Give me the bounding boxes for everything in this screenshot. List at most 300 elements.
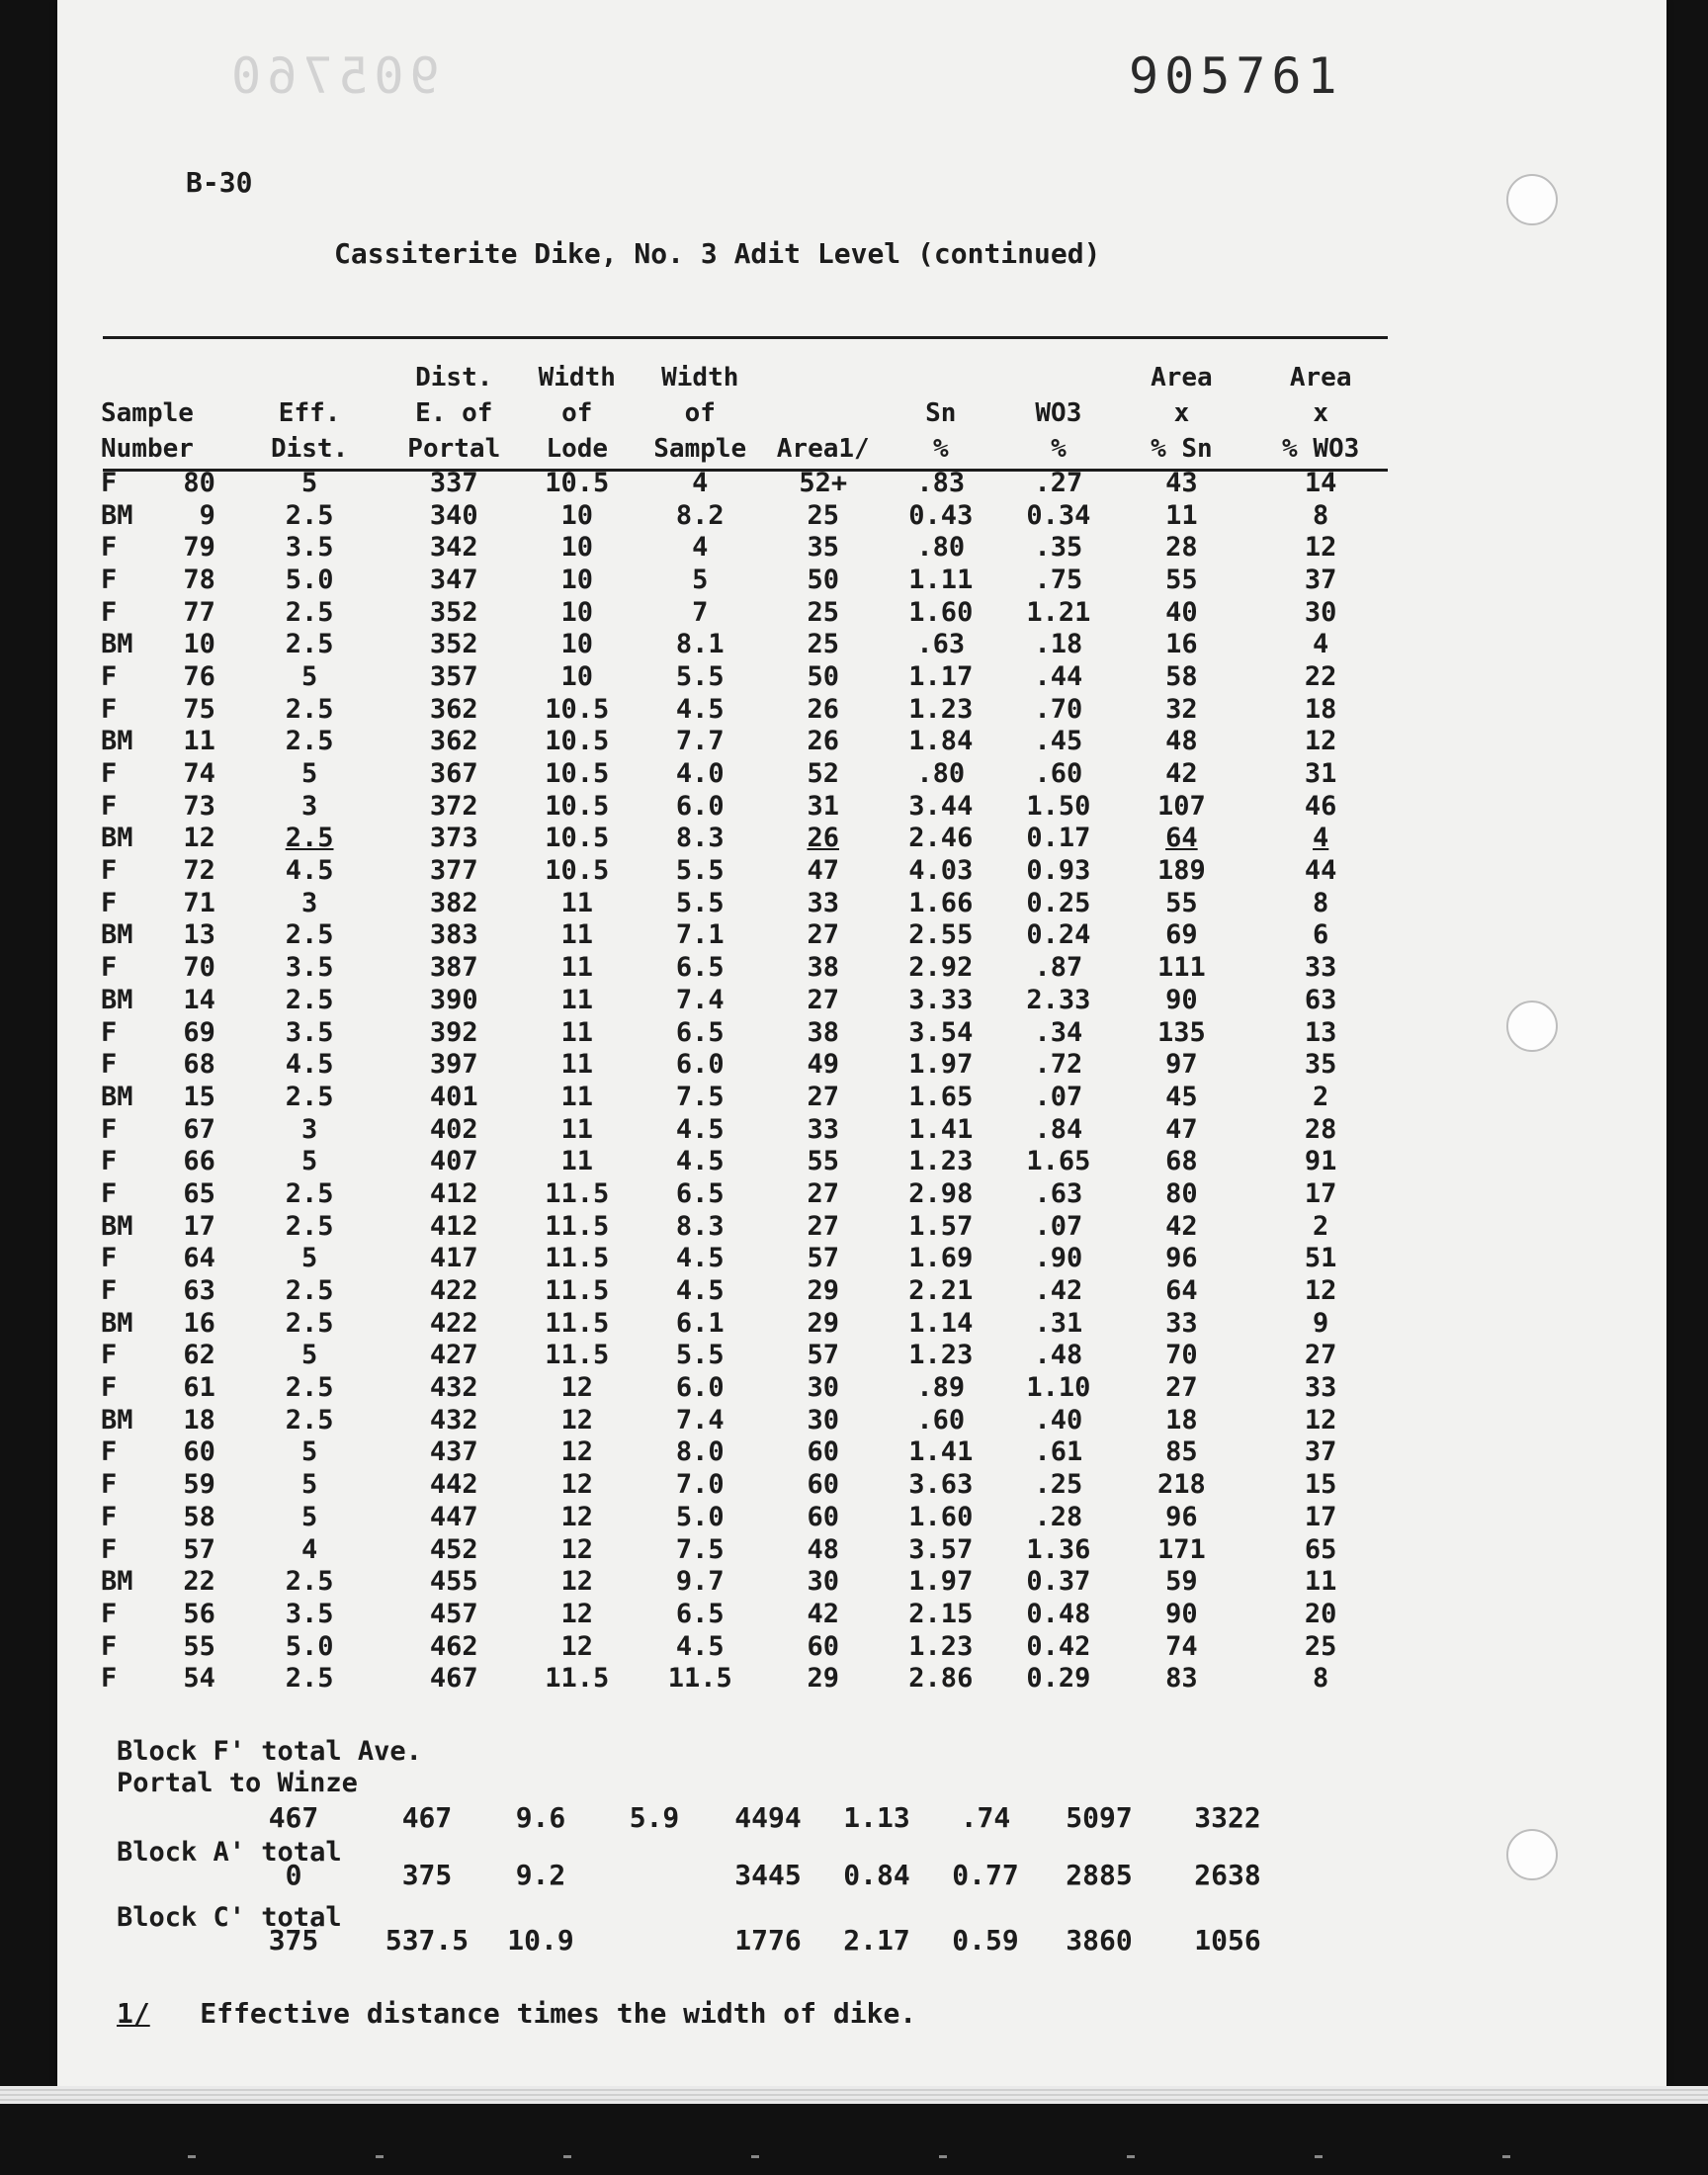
cell-wo3-percent: .27 <box>1034 467 1083 498</box>
cell-area-x-wo3: 6 <box>1313 919 1329 951</box>
cell-area-x-wo3: 22 <box>1304 660 1337 692</box>
ghost-document-number: 905760 <box>225 47 440 105</box>
cell-sn-percent: 1.11 <box>908 564 974 595</box>
cell-dist-portal: 452 <box>429 1533 478 1565</box>
cell-sn-percent: 2.15 <box>908 1598 974 1629</box>
block-c-area: 1776 <box>734 1924 802 1957</box>
punch-hole <box>1506 174 1558 225</box>
cell-area-x-sn: 90 <box>1165 984 1198 1015</box>
edge-mark <box>563 2155 571 2158</box>
cell-width-sample: 6.5 <box>675 1598 725 1629</box>
cell-sample-type: BM <box>101 984 133 1015</box>
cell-width-sample: 4 <box>692 467 709 498</box>
cell-wo3-percent: 0.29 <box>1026 1663 1091 1695</box>
block-c-wo3: 0.59 <box>952 1924 1019 1957</box>
cell-sample-type: F <box>101 1243 118 1274</box>
cell-eff-dist: 5 <box>300 1243 318 1274</box>
cell-eff-dist: 5 <box>300 1501 318 1532</box>
cell-sample-type: F <box>101 1049 118 1081</box>
cell-sample-type: F <box>101 564 118 595</box>
cell-eff-dist: 3 <box>300 1113 318 1145</box>
cell-eff-dist: 4.5 <box>285 1049 334 1081</box>
cell-sample-type: BM <box>101 1081 133 1112</box>
cell-width-sample: 4.5 <box>675 1146 725 1177</box>
cell-sample-type: F <box>101 1146 118 1177</box>
edge-mark <box>1127 2155 1135 2158</box>
cell-area-x-sn: 135 <box>1157 1016 1206 1048</box>
cell-width-lode: 10 <box>560 499 594 531</box>
cell-sample-type: F <box>101 1177 118 1209</box>
cell-dist-portal: 467 <box>429 1663 478 1695</box>
cell-width-sample: 7.4 <box>675 984 725 1015</box>
cell-wo3-percent: .34 <box>1034 1016 1083 1048</box>
cell-area-x-wo3: 12 <box>1304 1275 1337 1307</box>
cell-area-x-wo3: 13 <box>1304 1016 1337 1048</box>
cell-sn-percent: 1.23 <box>908 1630 974 1662</box>
cell-sample-number: 74 <box>183 758 215 790</box>
cell-area: 31 <box>807 790 839 822</box>
cell-sn-percent: 2.98 <box>908 1177 974 1209</box>
table-row <box>101 919 1396 952</box>
cell-dist-portal: 362 <box>429 693 478 725</box>
edge-mark <box>751 2155 759 2158</box>
cell-width-lode: 11.5 <box>545 1243 610 1274</box>
header-width-lode: Width of Lode <box>538 363 616 464</box>
cell-area-x-wo3: 37 <box>1304 1436 1337 1468</box>
block-a-wo3: 0.77 <box>952 1859 1019 1891</box>
cell-area-x-sn: 64 <box>1165 1275 1198 1307</box>
cell-sn-percent: 1.23 <box>908 1340 974 1371</box>
cell-width-sample: 5.5 <box>675 1340 725 1371</box>
cell-area: 50 <box>807 660 839 692</box>
cell-eff-dist: 3.5 <box>285 952 334 984</box>
table-row <box>101 984 1396 1016</box>
cell-area-x-sn: 68 <box>1165 1146 1198 1177</box>
cell-width-sample: 11.5 <box>667 1663 732 1695</box>
cell-sample-type: BM <box>101 1404 133 1436</box>
cell-area-x-wo3: 12 <box>1304 1404 1337 1436</box>
block-f-area-sn: 5097 <box>1066 1801 1133 1834</box>
cell-wo3-percent: 2.33 <box>1026 984 1091 1015</box>
cell-sample-type: F <box>101 1663 118 1695</box>
cell-area: 60 <box>807 1630 839 1662</box>
cell-area-x-sn: 48 <box>1165 726 1198 757</box>
table-row <box>101 1340 1396 1372</box>
cell-area-x-wo3: 8 <box>1313 887 1329 918</box>
cell-sn-percent: .89 <box>916 1372 966 1404</box>
table-row <box>101 1145 1396 1177</box>
cell-area-x-wo3: 17 <box>1304 1177 1337 1209</box>
cell-sample-number: 80 <box>183 467 215 498</box>
cell-sample-number: 14 <box>183 984 215 1015</box>
cell-area: 35 <box>807 532 839 564</box>
cell-width-lode: 10.5 <box>545 855 610 887</box>
table-row <box>101 1016 1396 1049</box>
cell-area-x-wo3: 8 <box>1313 1663 1329 1695</box>
cell-area-x-sn: 85 <box>1165 1436 1198 1468</box>
cell-width-sample: 8.0 <box>675 1436 725 1468</box>
cell-wo3-percent: .44 <box>1034 660 1083 692</box>
cell-width-sample: 9.7 <box>675 1566 725 1598</box>
cell-area-x-wo3: 14 <box>1304 467 1337 498</box>
cell-wo3-percent: 1.36 <box>1026 1533 1091 1565</box>
cell-area-x-sn: 74 <box>1165 1630 1198 1662</box>
cell-sample-type: BM <box>101 823 133 854</box>
cell-wo3-percent: 1.21 <box>1026 596 1091 628</box>
cell-width-sample: 7.1 <box>675 919 725 951</box>
cell-dist-portal: 437 <box>429 1436 478 1468</box>
document-page <box>57 0 1666 2086</box>
cell-sample-type: BM <box>101 726 133 757</box>
cell-area: 27 <box>807 984 839 1015</box>
cell-eff-dist: 2.5 <box>285 629 334 660</box>
cell-width-sample: 6.5 <box>675 1177 725 1209</box>
cell-sample-type: BM <box>101 1210 133 1242</box>
table-row <box>101 790 1396 823</box>
cell-wo3-percent: .31 <box>1034 1307 1083 1339</box>
cell-sample-number: 70 <box>183 952 215 984</box>
header-dist-portal: Dist. E. of Portal <box>407 363 501 464</box>
cell-sample-type: F <box>101 1533 118 1565</box>
cell-dist-portal: 442 <box>429 1469 478 1501</box>
cell-area-x-wo3: 17 <box>1304 1501 1337 1532</box>
cell-sample-type: F <box>101 532 118 564</box>
cell-dist-portal: 340 <box>429 499 478 531</box>
cell-width-lode: 10 <box>560 596 594 628</box>
table-header <box>101 354 1396 467</box>
cell-width-lode: 11 <box>560 1146 594 1177</box>
table-row <box>101 1404 1396 1436</box>
cell-eff-dist: 5 <box>300 758 318 790</box>
table-row <box>101 1371 1396 1404</box>
cell-sample-number: 54 <box>183 1663 215 1695</box>
cell-width-lode: 11 <box>560 1016 594 1048</box>
header-eff-dist: Eff. Dist. <box>270 398 349 464</box>
cell-sample-type: F <box>101 1598 118 1629</box>
cell-sample-type: F <box>101 1340 118 1371</box>
cell-area-x-sn: 70 <box>1165 1340 1198 1371</box>
cell-area-x-wo3: 2 <box>1313 1210 1329 1242</box>
cell-sample-type: F <box>101 1630 118 1662</box>
cell-sample-number: 59 <box>183 1469 215 1501</box>
cell-area: 50 <box>807 564 839 595</box>
cell-area-x-sn: 16 <box>1165 629 1198 660</box>
cell-wo3-percent: 0.24 <box>1026 919 1091 951</box>
cell-width-sample: 8.1 <box>675 629 725 660</box>
cell-area-x-sn: 97 <box>1165 1049 1198 1081</box>
cell-wo3-percent: .07 <box>1034 1210 1083 1242</box>
cell-sample-number: 77 <box>183 596 215 628</box>
cell-dist-portal: 457 <box>429 1598 478 1629</box>
cell-sample-type: BM <box>101 1307 133 1339</box>
cell-width-sample: 7.5 <box>675 1533 725 1565</box>
cell-area: 25 <box>807 629 839 660</box>
cell-wo3-percent: 1.50 <box>1026 790 1091 822</box>
block-c-dist: 537.5 <box>384 1924 470 1957</box>
cell-width-lode: 12 <box>560 1501 594 1532</box>
cell-area-x-wo3: 46 <box>1304 790 1337 822</box>
header-sn-percent: Sn % <box>925 398 957 464</box>
cell-width-lode: 10 <box>560 532 594 564</box>
cell-sn-percent: 2.86 <box>908 1663 974 1695</box>
table-row <box>101 628 1396 660</box>
cell-dist-portal: 382 <box>429 887 478 918</box>
cell-sn-percent: 3.33 <box>908 984 974 1015</box>
cell-wo3-percent: .60 <box>1034 758 1083 790</box>
cell-eff-dist: 3.5 <box>285 1598 334 1629</box>
cell-area: 38 <box>807 952 839 984</box>
cell-sample-number: 71 <box>183 887 215 918</box>
cell-width-sample: 6.1 <box>675 1307 725 1339</box>
table-row <box>101 1662 1396 1695</box>
cell-area-x-sn: 42 <box>1165 1210 1198 1242</box>
cell-sample-type: BM <box>101 629 133 660</box>
cell-eff-dist: 5.0 <box>285 564 334 595</box>
cell-wo3-percent: .90 <box>1034 1243 1083 1274</box>
cell-area-x-wo3: 4 <box>1313 629 1329 660</box>
cell-sn-percent: 4.03 <box>908 855 974 887</box>
cell-sample-number: 79 <box>183 532 215 564</box>
cell-eff-dist: 3 <box>300 790 318 822</box>
cell-dist-portal: 422 <box>429 1275 478 1307</box>
cell-sample-number: 57 <box>183 1533 215 1565</box>
footnote-text: Effective distance times the width of dike. <box>200 1997 917 2030</box>
cell-sample-number: 58 <box>183 1501 215 1532</box>
cell-dist-portal: 372 <box>429 790 478 822</box>
cell-width-lode: 10 <box>560 660 594 692</box>
cell-area: 27 <box>807 1210 839 1242</box>
cell-area-x-sn: 42 <box>1165 758 1198 790</box>
cell-sn-percent: 3.54 <box>908 1016 974 1048</box>
block-a-totals <box>101 1859 1396 1891</box>
table-row <box>101 499 1396 532</box>
block-f-dist: 467 <box>401 1801 453 1834</box>
cell-wo3-percent: .70 <box>1034 693 1083 725</box>
cell-sn-percent: 1.14 <box>908 1307 974 1339</box>
cell-area: 55 <box>807 1146 839 1177</box>
table-row <box>101 693 1396 726</box>
cell-width-lode: 12 <box>560 1598 594 1629</box>
cell-width-sample: 6.5 <box>675 952 725 984</box>
cell-sample-number: 68 <box>183 1049 215 1081</box>
cell-dist-portal: 462 <box>429 1630 478 1662</box>
cell-dist-portal: 432 <box>429 1404 478 1436</box>
cell-sn-percent: 1.65 <box>908 1081 974 1112</box>
cell-width-lode: 10.5 <box>545 726 610 757</box>
cell-sample-number: 61 <box>183 1372 215 1404</box>
cell-width-sample: 7.0 <box>675 1469 725 1501</box>
cell-dist-portal: 387 <box>429 952 478 984</box>
cell-area-x-sn: 90 <box>1165 1598 1198 1629</box>
cell-width-lode: 12 <box>560 1533 594 1565</box>
cell-sample-type: F <box>101 1501 118 1532</box>
block-f-eff: 467 <box>268 1801 319 1834</box>
cell-area: 27 <box>807 1081 839 1112</box>
table-row <box>101 1307 1396 1340</box>
cell-area-x-wo3: 27 <box>1304 1340 1337 1371</box>
table-row <box>101 1598 1396 1630</box>
cell-wo3-percent: 1.65 <box>1026 1146 1091 1177</box>
cell-eff-dist: 2.5 <box>285 1372 334 1404</box>
table-row <box>101 1177 1396 1210</box>
cell-dist-portal: 422 <box>429 1307 478 1339</box>
cell-sample-type: F <box>101 758 118 790</box>
cell-dist-portal: 407 <box>429 1146 478 1177</box>
cell-area-x-wo3: 33 <box>1304 952 1337 984</box>
cell-sample-number: 64 <box>183 1243 215 1274</box>
cell-sample-type: F <box>101 1436 118 1468</box>
cell-sample-type: BM <box>101 919 133 951</box>
cell-sample-number: 78 <box>183 564 215 595</box>
cell-eff-dist: 2.5 <box>285 919 334 951</box>
cell-eff-dist: 5 <box>300 1469 318 1501</box>
cell-width-lode: 12 <box>560 1372 594 1404</box>
top-rule <box>103 336 1388 339</box>
cell-width-sample: 4.5 <box>675 1243 725 1274</box>
cell-sample-type: F <box>101 1372 118 1404</box>
cell-area-x-sn: 171 <box>1157 1533 1206 1565</box>
cell-width-sample: 5.5 <box>675 887 725 918</box>
cell-area-x-wo3: 2 <box>1313 1081 1329 1112</box>
cell-width-lode: 10 <box>560 629 594 660</box>
table-row <box>101 726 1396 758</box>
cell-area-x-sn: 111 <box>1157 952 1206 984</box>
table-body <box>101 467 1396 1695</box>
cell-area-x-sn: 96 <box>1165 1501 1198 1532</box>
cell-area-x-wo3: 15 <box>1304 1469 1337 1501</box>
cell-sample-number: 22 <box>183 1566 215 1598</box>
cell-area-x-sn: 18 <box>1165 1404 1198 1436</box>
block-f-width-lode: 9.6 <box>515 1801 566 1834</box>
cell-sn-percent: 1.97 <box>908 1566 974 1598</box>
table-row <box>101 467 1396 499</box>
cell-sn-percent: 1.57 <box>908 1210 974 1242</box>
edge-mark <box>376 2155 384 2158</box>
cell-eff-dist: 5 <box>300 1436 318 1468</box>
cell-sample-type: F <box>101 1469 118 1501</box>
cell-dist-portal: 447 <box>429 1501 478 1532</box>
block-a-width-sample <box>595 1859 714 1891</box>
cell-eff-dist: 5 <box>300 467 318 498</box>
cell-dist-portal: 342 <box>429 532 478 564</box>
cell-sn-percent: 1.23 <box>908 1146 974 1177</box>
cell-wo3-percent: 1.10 <box>1026 1372 1091 1404</box>
cell-area-x-sn: 107 <box>1157 790 1206 822</box>
cell-wo3-percent: .07 <box>1034 1081 1083 1112</box>
table-row <box>101 531 1396 564</box>
cell-width-lode: 12 <box>560 1404 594 1436</box>
cell-area: 26 <box>807 726 839 757</box>
cell-width-sample: 7.4 <box>675 1404 725 1436</box>
cell-sample-number: 76 <box>183 660 215 692</box>
cell-width-sample: 6.0 <box>675 790 725 822</box>
cell-area: 42 <box>807 1598 839 1629</box>
cell-sn-percent: .80 <box>916 532 966 564</box>
cell-sample-number: 60 <box>183 1436 215 1468</box>
cell-sn-percent: 2.46 <box>908 823 974 854</box>
block-a-area-wo3: 2638 <box>1194 1859 1261 1891</box>
cell-dist-portal: 455 <box>429 1566 478 1598</box>
cell-wo3-percent: .72 <box>1034 1049 1083 1081</box>
cell-area-x-sn: 43 <box>1165 467 1198 498</box>
cell-sample-number: 69 <box>183 1016 215 1048</box>
cell-area-x-wo3: 37 <box>1304 564 1337 595</box>
table-row <box>101 660 1396 693</box>
cell-dist-portal: 367 <box>429 758 478 790</box>
cell-sample-number: 66 <box>183 1146 215 1177</box>
cell-area-x-sn: 69 <box>1165 919 1198 951</box>
cell-area: 29 <box>807 1663 839 1695</box>
cell-sample-number: 67 <box>183 1113 215 1145</box>
block-f-area-wo3: 3322 <box>1194 1801 1261 1834</box>
cell-area-x-sn: 218 <box>1157 1469 1206 1501</box>
block-f-sn: 1.13 <box>843 1801 910 1834</box>
cell-area-x-wo3: 12 <box>1304 726 1337 757</box>
cell-width-lode: 11 <box>560 887 594 918</box>
block-f-totals <box>101 1801 1396 1834</box>
cell-area-x-wo3: 9 <box>1313 1307 1329 1339</box>
cell-wo3-percent: .75 <box>1034 564 1083 595</box>
cell-sample-number: 12 <box>183 823 215 854</box>
cell-width-sample: 5 <box>692 564 709 595</box>
cell-area-x-wo3: 4 <box>1313 823 1329 854</box>
block-c-totals <box>101 1924 1396 1957</box>
header-area-x-sn: Area x % Sn <box>1151 363 1213 464</box>
table-row <box>101 1630 1396 1663</box>
cell-sn-percent: 0.43 <box>908 499 974 531</box>
table-row <box>101 1468 1396 1501</box>
table-row <box>101 757 1396 790</box>
block-a-sn: 0.84 <box>843 1859 910 1891</box>
cell-dist-portal: 412 <box>429 1177 478 1209</box>
edge-mark <box>188 2155 196 2158</box>
cell-width-lode: 11 <box>560 1081 594 1112</box>
cell-area: 48 <box>807 1533 839 1565</box>
table-row <box>101 1565 1396 1598</box>
block-c-area-wo3: 1056 <box>1194 1924 1261 1957</box>
cell-area: 26 <box>807 823 839 854</box>
cell-wo3-percent: .48 <box>1034 1340 1083 1371</box>
cell-wo3-percent: 0.37 <box>1026 1566 1091 1598</box>
block-c-eff: 375 <box>268 1924 319 1957</box>
cell-sample-type: BM <box>101 1566 133 1598</box>
cell-sample-type: F <box>101 693 118 725</box>
cell-eff-dist: 2.5 <box>285 693 334 725</box>
cell-width-lode: 11 <box>560 919 594 951</box>
cell-width-sample: 5.5 <box>675 855 725 887</box>
cell-width-sample: 7.5 <box>675 1081 725 1112</box>
cell-area: 33 <box>807 887 839 918</box>
block-a-label: Block A' total <box>117 1837 342 1868</box>
cell-sn-percent: 1.17 <box>908 660 974 692</box>
cell-sn-percent: 2.21 <box>908 1275 974 1307</box>
cell-area: 49 <box>807 1049 839 1081</box>
cell-sample-number: 75 <box>183 693 215 725</box>
cell-area-x-sn: 189 <box>1157 855 1206 887</box>
table-row <box>101 1243 1396 1275</box>
cell-area: 27 <box>807 1177 839 1209</box>
cell-sn-percent: 1.41 <box>908 1436 974 1468</box>
cell-dist-portal: 427 <box>429 1340 478 1371</box>
cell-width-lode: 11.5 <box>545 1210 610 1242</box>
cell-width-lode: 12 <box>560 1630 594 1662</box>
cell-eff-dist: 5 <box>300 1146 318 1177</box>
cell-area-x-wo3: 65 <box>1304 1533 1337 1565</box>
block-f-wo3: .74 <box>960 1801 1011 1834</box>
cell-eff-dist: 4.5 <box>285 855 334 887</box>
cell-wo3-percent: 0.25 <box>1026 887 1091 918</box>
cell-area: 60 <box>807 1501 839 1532</box>
